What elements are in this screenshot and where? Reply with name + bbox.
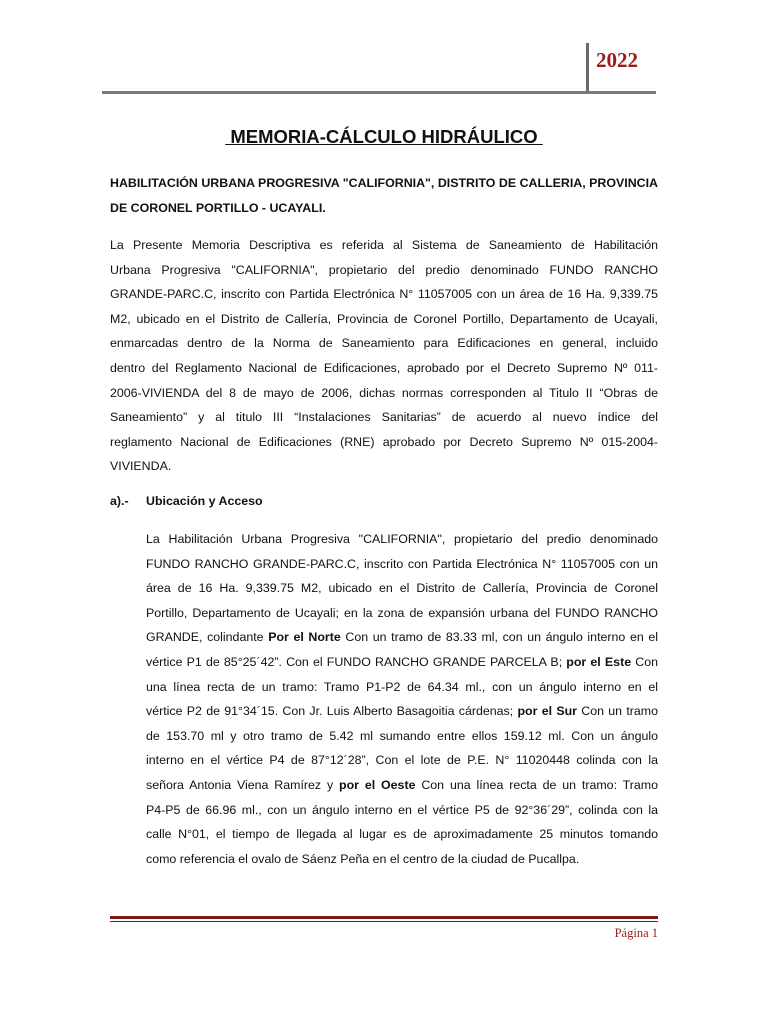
text-run: FUNDO RANCHO GRANDE-PARC.C, inscrito con Partida Electrónica N° 11057005 con un — [146, 556, 658, 571]
footer-rule — [110, 916, 658, 919]
boundary-direction: por el Sur — [517, 704, 577, 719]
text-run: vértice P1 de 85°25´42”. Con el FUNDO RANCHO GRANDE PARCELA B; — [146, 654, 567, 669]
section-a-line — [146, 601, 658, 626]
section-a-line — [146, 748, 658, 773]
text-run: Con un tramo — [576, 704, 658, 719]
document-subtitle: HABILITACIÓN URBANA PROGRESIVA "CALIFORNIA", DISTRITO DE CALLERIA, PROVINCIA DE CORONEL PORTILLO - UCAYALI. — [110, 176, 658, 215]
section-a-line — [146, 773, 658, 798]
header-year: 2022 — [596, 48, 638, 72]
section-a-line — [146, 699, 658, 724]
document-title: MEMORIA-CÁLCULO HIDRÁULICO — [225, 126, 543, 147]
text-run: La Habilitación Urbana Progresiva "CALIFORNIA", propietario del predio denominado — [146, 532, 658, 546]
section-a-line — [146, 847, 658, 872]
intro-line: VIVIENDA. — [110, 459, 172, 474]
page-number: Página 1 — [614, 926, 658, 940]
intro-paragraph — [110, 233, 658, 479]
intro-line: La Presente Memoria Descriptiva es referida al Sistema de Saneamiento de Habilitación — [110, 238, 658, 252]
text-run: P4-P5 de 66.96 ml., con un ángulo interno en el vértice P5 de 92°36´29”, colinda con la — [146, 802, 658, 817]
header-divider-vertical — [586, 43, 589, 91]
section-a-line — [146, 527, 658, 552]
text-run: Con una línea recta de un tramo: Tramo — [415, 777, 658, 792]
section-a-line — [146, 625, 658, 650]
intro-line: 2006-VIVIENDA del 8 de mayo de 2006, dichas normas corresponden al Titulo II “Obras de — [110, 385, 658, 400]
intro-line: reglamento Nacional de Edificaciones (RNE) aprobado por Decreto Supremo Nº 015-2004- — [110, 434, 658, 449]
text-run: GRANDE, colindante — [146, 630, 269, 645]
text-run: Con un tramo de 83.33 ml, con un ángulo interno en el — [340, 630, 658, 645]
intro-line: GRANDE-PARC.C, inscrito con Partida Electrónica N° 11057005 con un área de 16 Ha. 9,339.75 — [110, 287, 658, 302]
footer-rule-thin — [110, 921, 658, 922]
text-run: señora Antonia Viena Ramírez y — [146, 777, 340, 792]
section-a-label: a).- — [110, 494, 129, 508]
boundary-direction: por el Este — [566, 654, 632, 669]
intro-line: enmarcadas dentro de la Norma de Saneamiento para Edificaciones en general, incluido — [110, 336, 658, 351]
text-run: área de 16 Ha. 9,339.75 M2, ubicado en el Distrito de Callería, Provincia de Coronel — [146, 581, 658, 596]
intro-line: Saneamiento” y al titulo III “Instalaciones Sanitarias” de acuerdo al nuevo índice del — [110, 410, 658, 425]
boundary-direction: Por el Norte — [268, 630, 341, 645]
boundary-direction: por el Oeste — [339, 777, 416, 792]
section-a-title: Ubicación y Acceso — [146, 494, 263, 508]
text-run: de 153.70 ml y otro tramo de 5.42 ml sumando entre ellos 159.12 ml. Con un ángulo — [146, 728, 658, 743]
text-run: vértice P2 de 91°34´15. Con Jr. Luis Alberto Basagoitia cárdenas; — [146, 704, 518, 719]
text-run: como referencia el ovalo de Sáenz Peña en el centro de la ciudad de Pucallpa. — [146, 851, 580, 866]
section-a-line — [146, 798, 658, 823]
text-run: calle N°01, el tiempo de llegada al lugar es de aproximadamente 25 minutos tomando — [146, 827, 658, 842]
section-a-line — [146, 822, 658, 847]
text-run: interno en el vértice P4 de 87°12´28”, Con el lote de P.E. N° 11020448 colinda con la — [146, 753, 658, 768]
text-run: Con — [631, 654, 658, 669]
section-a-line — [146, 576, 658, 601]
section-a-paragraph — [146, 527, 658, 871]
intro-line: M2, ubicado en el Distrito de Callería, Provincia de Coronel Portillo, Departamento de Ucayali, — [110, 311, 658, 326]
text-run: Portillo, Departamento de Ucayali; en la zona de expansión urbana del FUNDO RANCHO — [146, 605, 658, 620]
section-a-line — [146, 675, 658, 700]
header-rule — [102, 91, 656, 94]
section-a-line — [146, 552, 658, 577]
section-a-line — [146, 724, 658, 749]
text-run: una línea recta de un tramo: Tramo P1-P2 de 64.34 ml., con un ángulo interno en el — [146, 679, 658, 694]
intro-line: dentro del Reglamento Nacional de Edificaciones, aprobado por el Decreto Supremo Nº 011- — [110, 360, 658, 375]
section-a-line — [146, 650, 658, 675]
intro-line: Urbana Progresiva "CALIFORNIA", propietario del predio denominado FUNDO RANCHO — [110, 262, 658, 277]
